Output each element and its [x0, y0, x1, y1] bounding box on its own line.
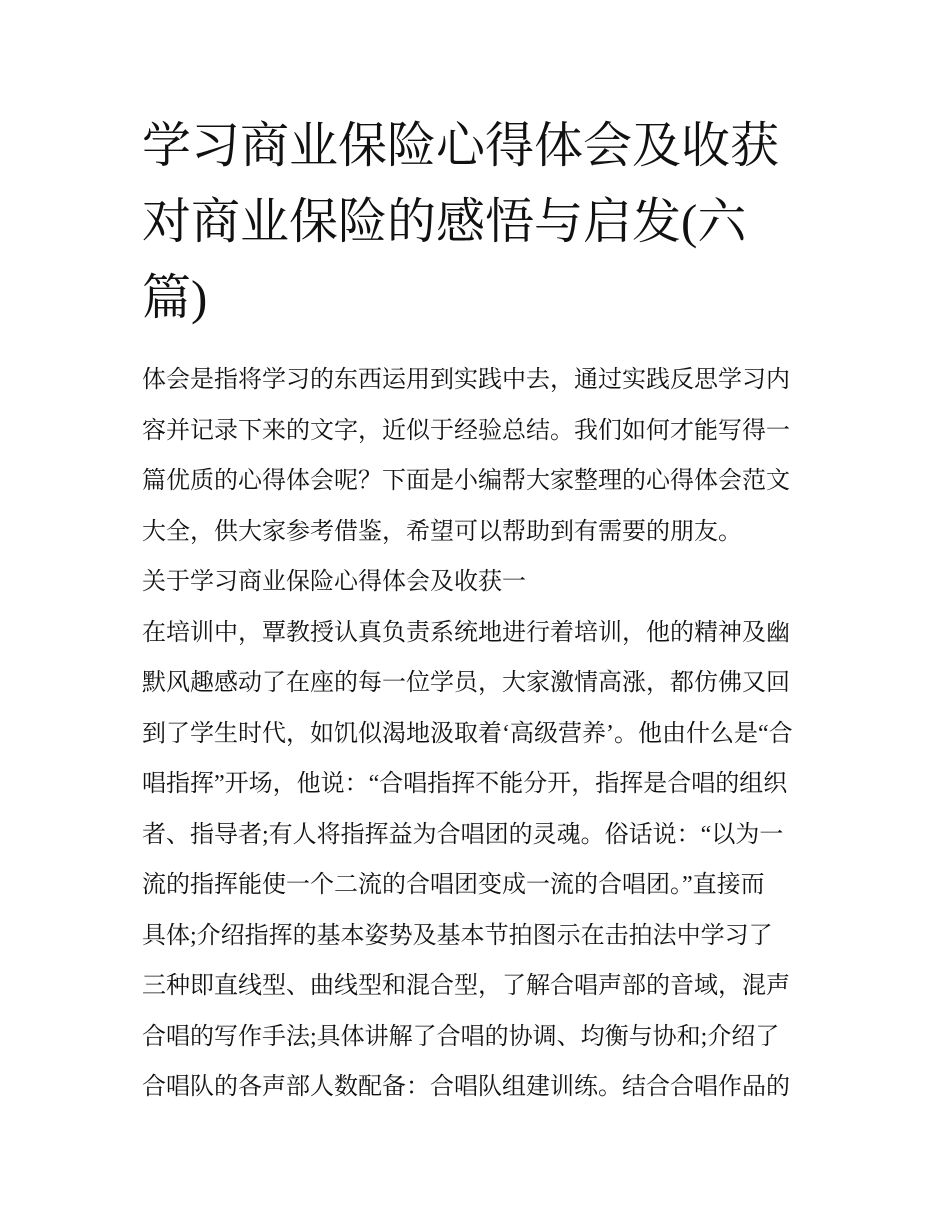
title-line: 学习商业保险心得体会及收获: [142, 118, 780, 173]
paragraph-line: 流的指挥能使一个二流的合唱团变成一流的合唱团。”直接而: [142, 872, 765, 898]
paragraph-line: 三种即直线型、曲线型和混合型，了解合唱声部的音域，混声: [142, 973, 790, 999]
document-title: [142, 108, 842, 336]
title-line: 对商业保险的感悟与启发(六: [142, 194, 747, 249]
paragraph-line: 者、指导者;有人将指挥益为合唱团的灵魂。俗话说：“以为一: [142, 821, 784, 848]
paragraph-line: 到了学生时代，如饥似渴地汲取着‘高级营养’。他由什么是“合: [142, 720, 793, 747]
paragraph-line: 合唱队的各声部人数配备：合唱队组建训练。结合合唱作品的: [142, 1074, 790, 1100]
paragraph-line: 在培训中，覃教授认真负责系统地进行着培训，他的精神及幽: [142, 619, 790, 646]
intro-line: 大全，供大家参考借鉴，希望可以帮助到有需要的朋友。: [142, 518, 742, 545]
intro-line: 容并记录下来的文字，近似于经验总结。我们如何才能写得一: [142, 417, 790, 444]
title-line: 篇): [142, 270, 208, 325]
paragraph-line: 合唱的写作手法;具体讲解了合唱的协调、均衡与协和;介绍了: [142, 1023, 780, 1050]
document-body: [142, 355, 832, 1113]
intro-line: 篇优质的心得体会呢？下面是小编帮大家整理的心得体会范文: [142, 468, 790, 494]
paragraph-line: 唱指挥”开场，他说：“合唱指挥不能分开，指挥是合唱的组织: [142, 771, 788, 797]
paragraph-line: 具体;介绍指挥的基本姿势及基本节拍图示在击拍法中学习了: [142, 922, 773, 949]
paragraph-line: 默风趣感动了在座的每一位学员，大家激情高涨，都仿佛又回: [142, 670, 790, 696]
intro-line: 体会是指将学习的东西运用到实践中去，通过实践反思学习内: [142, 367, 790, 393]
section-heading: 关于学习商业保险心得体会及收获一: [142, 569, 526, 595]
